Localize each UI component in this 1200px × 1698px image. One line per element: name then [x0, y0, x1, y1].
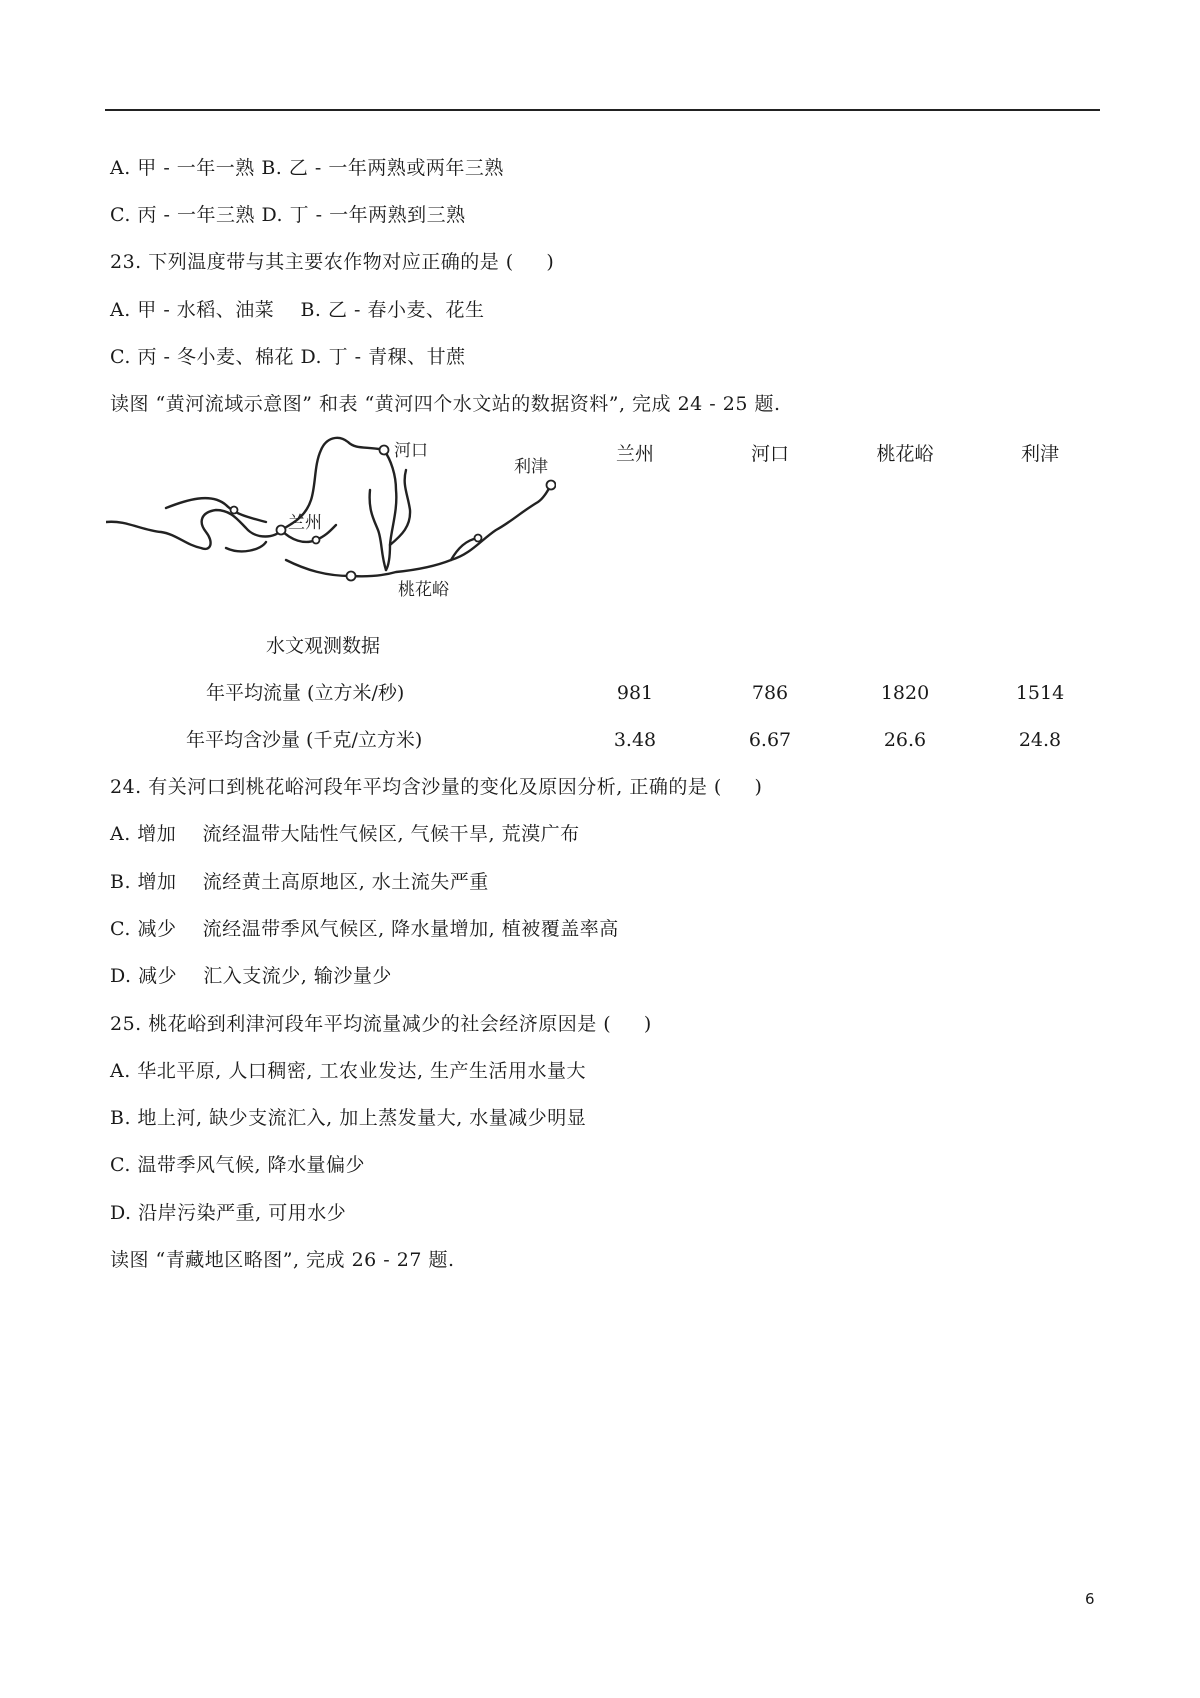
header-rule	[105, 109, 1100, 111]
option-line: C. 温带季风气候, 降水量偏少	[110, 1154, 366, 1176]
map-label-hekou: 河口	[394, 441, 428, 461]
option-line: C. 丙 - 一年三熟 D. 丁 - 一年两熟到三熟	[110, 204, 466, 226]
taohuayu-station	[347, 572, 356, 581]
question-25: 25. 桃花峪到利津河段年平均流量减少的社会经济原因是 ( )	[110, 1013, 652, 1035]
option-line: A. 华北平原, 人口稠密, 工农业发达, 生产生活用水量大	[110, 1060, 587, 1082]
yellow-river-map	[106, 430, 556, 600]
map-marker	[313, 537, 320, 544]
map-marker	[475, 535, 482, 542]
yellow-river-map-drawing	[106, 430, 556, 600]
question-23: 23. 下列温度带与其主要农作物对应正确的是 ( )	[110, 251, 555, 273]
table-cell: 1820	[880, 682, 930, 704]
instruction-24-25: 读图 “黄河流域示意图” 和表 “黄河四个水文站的数据资料”, 完成 24 - 25 题.	[110, 393, 781, 415]
table-header-label: 水文观测数据	[266, 635, 381, 657]
map-label-lanzhou: 兰州	[288, 513, 322, 533]
table-header-lijin: 利津	[1020, 443, 1059, 465]
table-cell: 786	[751, 682, 789, 704]
table-cell: 3.48	[613, 729, 657, 751]
hekou-station	[380, 446, 389, 455]
map-label-lijin: 利津	[514, 457, 548, 477]
option-line: A. 甲 - 水稻、油菜 B. 乙 - 春小麦、花生	[110, 299, 485, 321]
option-line: B. 增加 流经黄土高原地区, 水土流失严重	[110, 871, 489, 893]
option-line: C. 丙 - 冬小麦、棉花 D. 丁 - 青稞、甘蔗	[110, 346, 466, 368]
table-cell: 24.8	[1018, 729, 1062, 751]
page-number: 6	[1085, 1590, 1095, 1608]
table-row-label: 年平均流量 (立方米/秒)	[206, 682, 405, 704]
table-header-taohuayu: 桃花峪	[876, 443, 934, 465]
option-line: A. 增加 流经温带大陆性气候区, 气候干旱, 荒漠广布	[110, 823, 580, 845]
table-cell: 981	[616, 682, 654, 704]
table-header-lanzhou: 兰州	[615, 443, 654, 465]
map-marker	[231, 507, 238, 514]
table-header-hekou: 河口	[750, 443, 789, 465]
table-cell: 1514	[1015, 682, 1065, 704]
lijin-station	[547, 481, 556, 490]
table-cell: 6.67	[748, 729, 792, 751]
option-line: C. 减少 流经温带季风气候区, 降水量增加, 植被覆盖率高	[110, 918, 619, 940]
lanzhou-station	[277, 526, 286, 535]
instruction-26-27: 读图 “青藏地区略图”, 完成 26 - 27 题.	[110, 1249, 455, 1271]
question-24: 24. 有关河口到桃花峪河段年平均含沙量的变化及原因分析, 正确的是 ( )	[110, 776, 763, 798]
table-row-label: 年平均含沙量 (千克/立方米)	[186, 729, 423, 751]
table-cell: 26.6	[883, 729, 927, 751]
option-line: B. 地上河, 缺少支流汇入, 加上蒸发量大, 水量减少明显	[110, 1107, 587, 1129]
option-line: A. 甲 - 一年一熟 B. 乙 - 一年两熟或两年三熟	[110, 157, 504, 179]
map-label-taohuayu: 桃花峪	[398, 580, 449, 600]
option-line: D. 沿岸污染严重, 可用水少	[110, 1202, 347, 1224]
option-line: D. 减少 汇入支流少, 输沙量少	[110, 965, 392, 987]
